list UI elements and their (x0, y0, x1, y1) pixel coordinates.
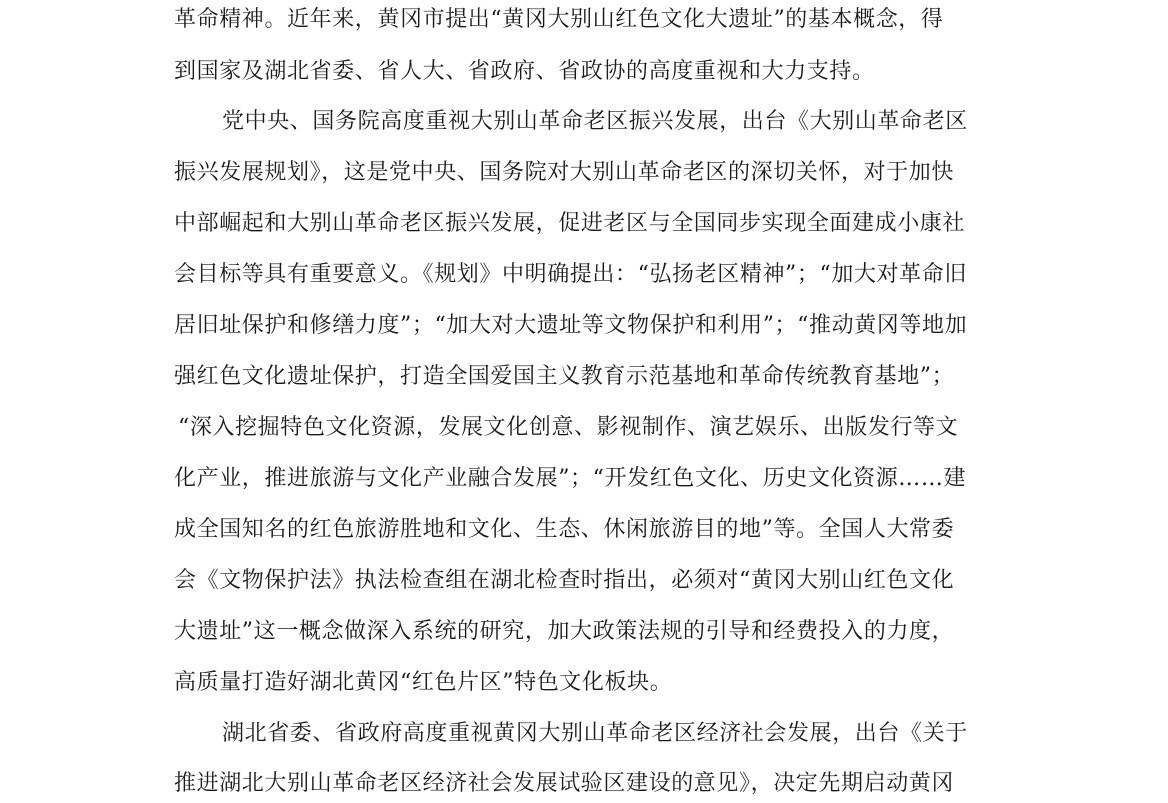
text-line: 会《文物保护法》执法检查组在湖北检查时指出，必须对“黄冈大别山红色文化 (174, 568, 955, 593)
text-line: 居旧址保护和修缮力度”；“加大对大遗址等文物保护和利用”；“推动黄冈等地加 (174, 313, 968, 338)
text-line: 高质量打造好湖北黄冈“红色片区”特色文化板块。 (174, 670, 673, 695)
text-line: 党中央、国务院高度重视大别山革命老区振兴发展，出台《大别山革命老区 (222, 109, 968, 134)
text-line: “深入挖掘特色文化资源，发展文化创意、影视制作、演艺娱乐、出版发行等文 (178, 415, 959, 440)
text-line: 推进湖北大别山革命老区经济社会发展试验区建设的意见》，决定先期启动黄冈 (174, 771, 955, 796)
text-line: 振兴发展规划》，这是党中央、国务院对大别山革命老区的深切关怀，对于加快 (174, 160, 955, 185)
text-line: 强红色文化遗址保护，打造全国爱国主义教育示范基地和革命传统教育基地”； (174, 364, 955, 389)
text-line: 到国家及湖北省委、省人大、省政府、省政协的高度重视和大力支持。 (174, 59, 875, 84)
text-line: 化产业，推进旅游与文化产业融合发展”；“开发红色文化、历史文化资源……建 (174, 466, 967, 491)
text-line: 中部崛起和大别山革命老区振兴发展，促进老区与全国同步实现全面建成小康社 (174, 211, 966, 236)
text-line: 成全国知名的红色旅游胜地和文化、生态、休闲旅游目的地”等。全国人大常委 (174, 517, 955, 542)
text-line: 革命精神。近年来，黄冈市提出“黄冈大别山红色文化大遗址”的基本概念，得 (174, 7, 944, 32)
text-line: 会目标等具有重要意义。《规划》中明确提出：“弘扬老区精神”；“加大对革命旧 (174, 262, 967, 287)
text-line: 大遗址”这一概念做深入系统的研究，加大政策法规的引导和经费投入的力度， (174, 619, 955, 644)
text-line: 湖北省委、省政府高度重视黄冈大别山革命老区经济社会发展，出台《关于 (222, 721, 968, 746)
